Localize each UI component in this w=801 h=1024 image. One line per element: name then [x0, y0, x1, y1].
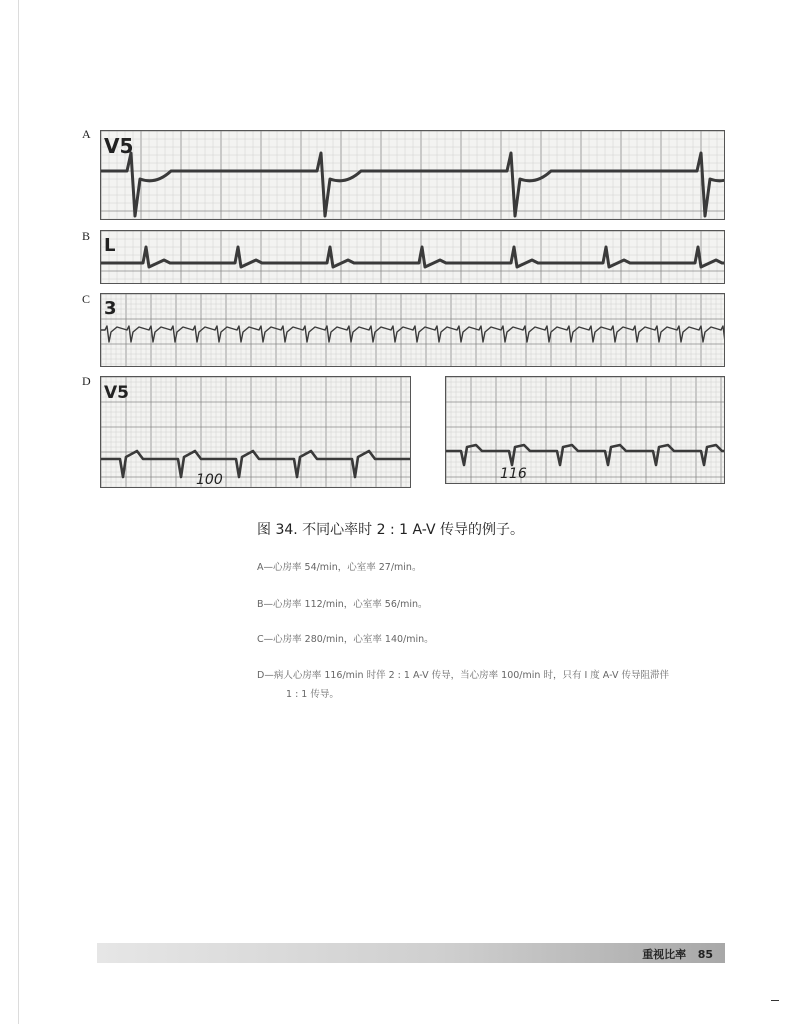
ecg-trace [101, 153, 724, 216]
svg-text:116: 116 [500, 466, 527, 482]
page-edge-line [18, 0, 19, 1024]
svg-text:V5: V5 [104, 134, 134, 158]
panel-d-letter: D [82, 374, 91, 388]
caption-line-d: D—病人心房率 116/min 时伴 2 : 1 A-V 传导，当心房率 100/min 时，只有 I 度 A-V 传导阻滞伴 [257, 670, 669, 681]
ecg-strip-b [100, 230, 725, 284]
svg-text:L: L [104, 235, 116, 255]
ecg-strip-d-right [445, 376, 725, 484]
svg-text:V5: V5 [104, 383, 129, 403]
ecg-grid [446, 377, 724, 483]
panel-a-letter: A [82, 127, 91, 141]
footer-section: 重视比率 [642, 948, 687, 961]
ecg-strip-c [100, 293, 725, 367]
ecg-strip-a [100, 130, 725, 220]
caption-line-d-cont: 1 : 1 传导。 [286, 689, 339, 700]
svg-text:3: 3 [104, 298, 117, 318]
svg-text:100: 100 [196, 472, 223, 488]
ecg-strip-d-left [100, 376, 411, 488]
caption-line-b: B—心房率 112/min，心室率 56/min。 [257, 599, 428, 610]
lead-label-d [102, 378, 138, 404]
ecg-trace [101, 247, 724, 267]
ecg-grid [101, 377, 410, 487]
ecg-trace [101, 451, 410, 477]
footer-label [642, 946, 713, 962]
lead-label-a [102, 131, 142, 159]
lead-label-c [102, 294, 132, 318]
panel-b-letter: B [82, 229, 91, 243]
ecg-grid [101, 231, 724, 283]
footer-bar [97, 943, 725, 963]
panel-c-letter: C [82, 292, 91, 306]
caption-line-a: A—心房率 54/min，心室率 27/min。 [257, 562, 422, 573]
caption-line-c: C—心房率 280/min，心室率 140/min。 [257, 634, 434, 645]
corner-mark [771, 1000, 779, 1001]
rate-label-100 [194, 468, 234, 490]
figure-caption-title: 图 34. 不同心率时 2 : 1 A-V 传导的例子。 [257, 522, 525, 538]
ecg-grid [101, 131, 724, 219]
rate-label-116 [498, 462, 538, 484]
lead-label-b [102, 231, 132, 255]
footer-page-number: 85 [697, 948, 713, 961]
